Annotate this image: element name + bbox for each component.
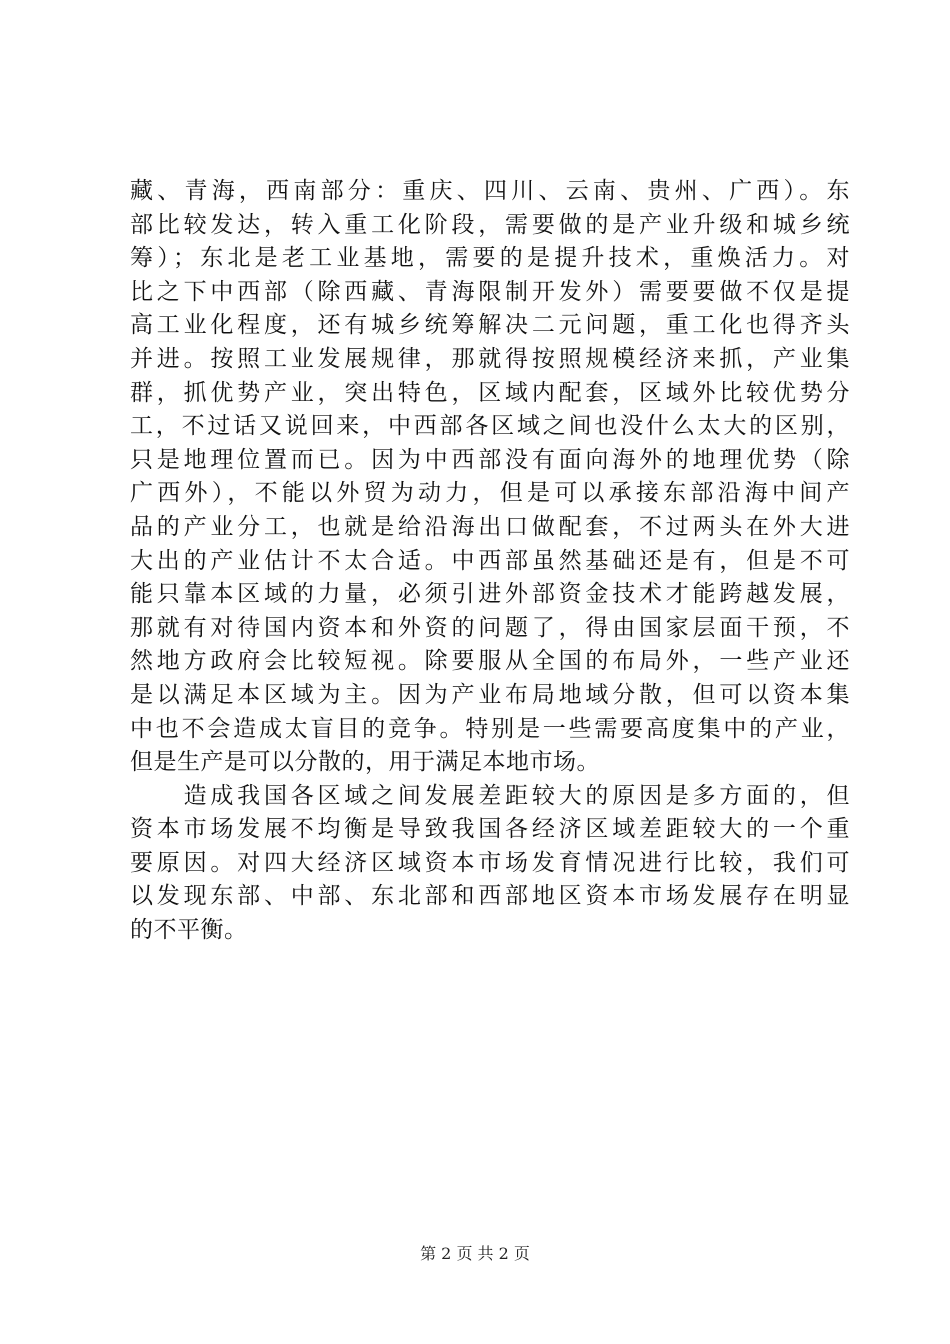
paragraph-2 (130, 780, 850, 948)
text-line: 藏、青海，西南部分：重庆、四川、云南、贵州、广西）。东 (130, 178, 850, 204)
text-line: 大出的产业估计不太合适。中西部虽然基础还是有，但是不可 (130, 547, 850, 574)
text-line: 的不平衡。 (130, 917, 248, 944)
text-line: 造成我国各区域之间发展差距较大的原因是多方面的，但 (130, 782, 850, 809)
text-line: 筹）；东北是老工业基地，需要的是提升技术，重焕活力。对 (130, 245, 850, 272)
text-line: 中也不会造成太盲目的竞争。特别是一些需要高度集中的产业， (130, 715, 850, 742)
text-line: 能只靠本区域的力量，必须引进外部资金技术才能跨越发展， (130, 581, 850, 608)
text-line: 资本市场发展不均衡是导致我国各经济区域差距较大的一个重 (130, 816, 850, 843)
page-number: 第 2 页 共 2 页 (420, 1244, 530, 1263)
text-line: 要原因。对四大经济区域资本市场发育情况进行比较，我们可 (130, 849, 850, 876)
text-line: 只是地理位置而已。因为中西部没有面向海外的地理优势（除 (130, 446, 850, 473)
text-line: 但是生产是可以分散的，用于满足本地市场。 (130, 749, 600, 776)
text-line: 高工业化程度，还有城乡统筹解决二元问题，重工化也得齐头 (130, 312, 850, 339)
text-line: 那就有对待国内资本和外资的问题了，得由国家层面干预，不 (130, 614, 850, 641)
text-line: 以发现东部、中部、东北部和西部地区资本市场发展存在明显 (130, 883, 850, 910)
text-line: 广西外），不能以外贸为动力，但是可以承接东部沿海中间产 (130, 480, 850, 507)
text-line: 部比较发达，转入重工化阶段，需要做的是产业升级和城乡统 (130, 211, 850, 238)
text-line: 品的产业分工，也就是给沿海出口做配套，不过两头在外大进 (130, 513, 850, 540)
text-line: 比之下中西部（除西藏、青海限制开发外）需要要做不仅是提 (130, 278, 850, 305)
text-line: 并进。按照工业发展规律，那就得按照规模经济来抓，产业集 (130, 345, 850, 372)
page-footer (0, 1244, 950, 1264)
text-line: 群，抓优势产业，突出特色，区域内配套，区域外比较优势分 (130, 379, 850, 406)
body-text (130, 175, 850, 948)
text-line: 然地方政府会比较短视。除要服从全国的布局外，一些产业还 (130, 648, 850, 675)
text-line: 是以满足本区域为主。因为产业布局地域分散，但可以资本集 (130, 681, 850, 708)
paragraph-1 (130, 175, 850, 780)
text-line: 工，不过话又说回来，中西部各区域之间也没什么太大的区别， (130, 413, 850, 440)
